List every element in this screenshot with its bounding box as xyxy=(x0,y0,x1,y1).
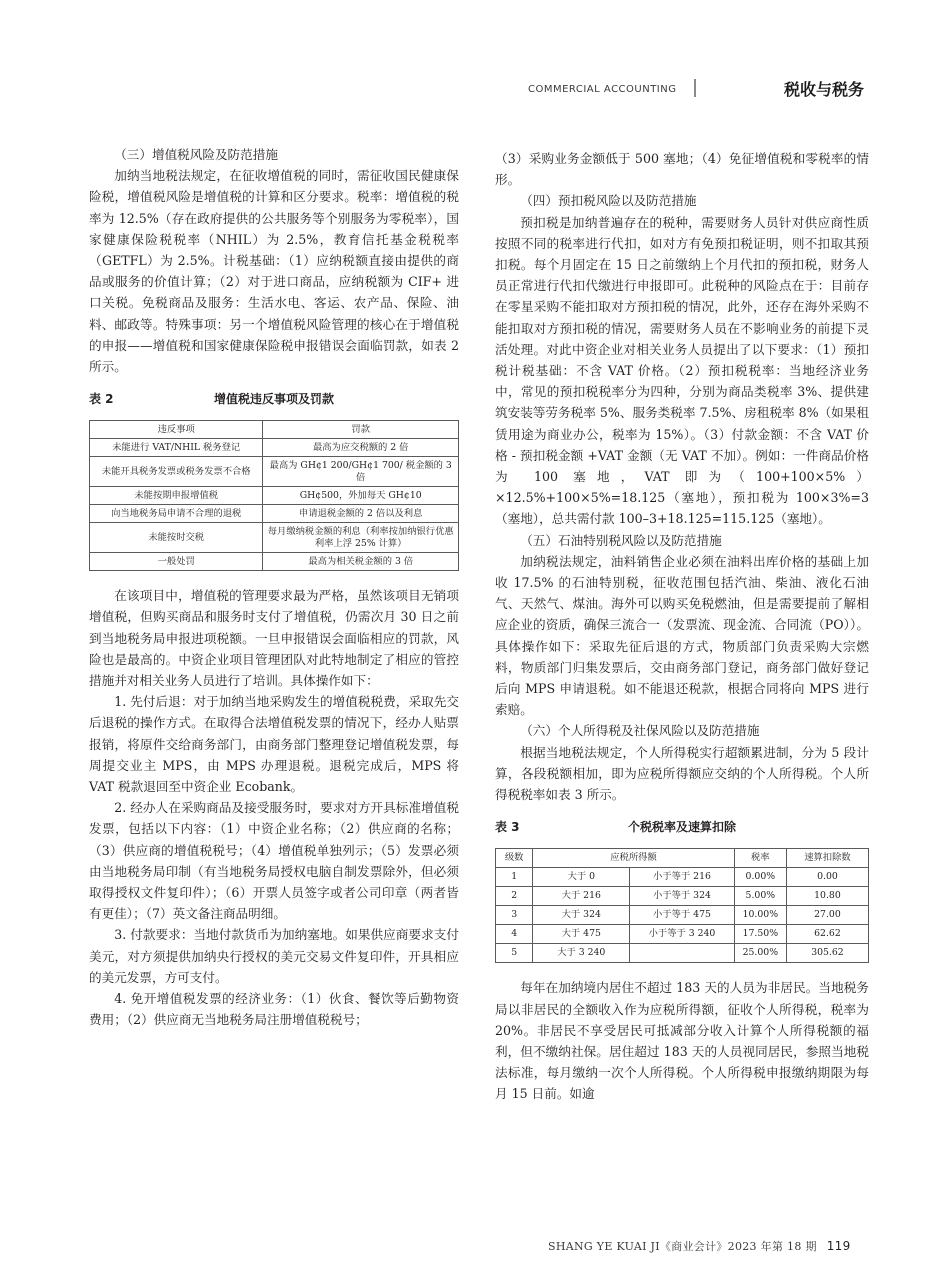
table-cell: 未能按时交税 xyxy=(90,523,263,553)
table-cell: 0.00 xyxy=(786,868,868,887)
table-3-number: 表 3 xyxy=(495,820,520,835)
table-row xyxy=(90,457,459,487)
table-cell: 4 xyxy=(496,925,533,944)
table-cell: 小于等于 3 240 xyxy=(630,925,734,944)
table-cell: 大于 3 240 xyxy=(533,944,630,963)
header-cell: 应税所得额 xyxy=(533,849,734,868)
table-header-row xyxy=(496,849,869,868)
table-cell: 2 xyxy=(496,887,533,906)
table-cell: 大于 216 xyxy=(533,887,630,906)
section-heading-petroleum: （五）石油特别税风险以及防范措施 xyxy=(520,532,722,548)
table-cell: 大于 324 xyxy=(533,906,630,925)
table-cell: 最高为应交税额的 2 倍 xyxy=(263,439,459,457)
table-cell: 申请退税金额的 2 倍以及利息 xyxy=(263,505,459,523)
table-cell: 25.00% xyxy=(734,944,786,963)
paragraph: 4. 免开增值税发票的经济业务：（1）伙食、餐饮等后勤物资费用；（2）供应商无当地税务局注册增值税税号； xyxy=(89,991,459,1028)
table-cell: 未能开具税务发票或税务发票不合格 xyxy=(90,457,263,487)
header-cell: 税率 xyxy=(734,849,786,868)
header-cell: 级数 xyxy=(496,849,533,868)
paragraph: 加纳税法规定，油料销售企业必须在油料出库价格的基础上加收 17.5% 的石油特别税，征收范围包括汽油、柴油、液化石油气、天然气、煤油。海外可以购买免税燃油，但是需要提前了解相应企业的资质，确保三流合一（发票流、现金流、合同流（PO））。具体操作如下：采取先征后退的方式，物质部门负责采购大宗燃料，物质部门归集发票后，交由商务部门登记，商务部门做好登记后向 MPS 申请退税。如不能退还税款，根据合同将向 MPS 进行索赔。 xyxy=(495,553,869,718)
table-cell: 小于等于 475 xyxy=(630,906,734,925)
header-cell: 速算扣除数 xyxy=(786,849,868,868)
table-row xyxy=(90,487,459,505)
paragraph: 在该项目中，增值税的管理要求最为严格，虽然该项目无销项增值税，但购买商品和服务时支付了增值税，仍需次月 30 日之前到当地税务局申报进项税额。一旦申报错误会面临相应的罚款，风险也是最高的。中资企业项目管理团队对此特地制定了相应的管控措施并对相关业务人员进行了培训。具体操作如下： xyxy=(89,588,459,689)
table-cell: 大于 0 xyxy=(533,868,630,887)
page-footer xyxy=(548,1238,851,1254)
table-cell: 未能进行 VAT/NHIL 税务登记 xyxy=(90,439,263,457)
paragraph: 预扣税是加纳普遍存在的税种，需要财务人员针对供应商性质按照不同的税率进行代扣，如对方有免预扣税证明，则不扣取其预扣税。每个月固定在 15 日之前缴纳上个月代扣的预扣税，财务人员正常进行代扣代缴进行申报即可。此税种的风险点在于：目前存在零星采购不能扣取对方预扣税的情况，此外，还存在海外采购不能扣取对方预扣税的情况，需要财务人员在不影响业务的前提下灵活处理。对此中资企业对相关业务人员提出了以下要求：（1）预扣税计税基础：不含 VAT 价格。（2）预扣税税率：当地经济业务中，常见的预扣税税率分为四种，分别为商品类税率 3%、提供建筑安装等劳务税率 5%、服务类税率 7.5%、房租税率 8%（如果租赁用途为商业办公，税率为 15%）。（3）付款金额：不含 VAT 价格 - 预扣税金额 +VAT 金额（无 VAT 不加）。例如：一件商品价格为 100 塞地，VAT 即为（100+100×5%）×12.5%+100×5%=18.125（塞地），预扣税为 100×3%=3（塞地），总共需付款 100–3+18.125=115.125（塞地）。 xyxy=(495,214,869,527)
section-heading-income-tax: （六）个人所得税及社保风险以及防范措施 xyxy=(520,723,760,739)
footer-journal: SHANG YE KUAI JI《商业会计》2023 年第 18 期 xyxy=(548,1240,817,1253)
table-cell: 3 xyxy=(496,906,533,925)
table-2-title: 增值税违反事项及罚款 xyxy=(213,392,334,407)
table-row xyxy=(90,439,459,457)
table-cell: 大于 475 xyxy=(533,925,630,944)
table-cell: GH¢500，外加每天 GH¢10 xyxy=(263,487,459,505)
header-cell: 违反事项 xyxy=(90,421,263,439)
table-cell: 27.00 xyxy=(786,906,868,925)
table-header-row xyxy=(90,421,459,439)
paragraph: 根据当地税法规定，个人所得税实行超额累进制，分为 5 段计算，各段税额相加，即为应税所得额应交纳的个人所得税。个人所得税税率如表 3 所示。 xyxy=(495,744,869,803)
paragraph: （3）采购业务金额低于 500 塞地；（4）免征增值税和零税率的情形。 xyxy=(495,151,869,188)
right-column xyxy=(495,148,869,1105)
table-row xyxy=(90,523,459,553)
paragraph: 2. 经办人在采购商品及接受服务时，要求对方开具标准增值税发票，包括以下内容：（1）中资企业名称；（2）供应商的名称；（3）供应商的增值税税号；（4）增值税单独列示；（5）发票必须由当地税务局印制（有当地税务局授权电脑自制发票除外，但必须取得授权文件复印件）；（6）开票人员签字或者公司印章（两者皆有更佳）；（7）英文备注商品明细。 xyxy=(89,800,459,922)
table-2-caption xyxy=(89,389,459,411)
table-cell: 小于等于 216 xyxy=(630,868,734,887)
section-heading-withholding: （四）预扣税风险以及防范措施 xyxy=(520,193,697,209)
table-cell: 未能按期申报增值税 xyxy=(90,487,263,505)
table-3-title: 个税税率及速算扣除 xyxy=(627,820,736,835)
table-row xyxy=(496,925,869,944)
paragraph: 1. 先付后退：对于加纳当地采购发生的增值税税费，采取先交后退税的操作方式。在取得合法增值税发票的情况下，经办人贴票报销，将原件交给商务部门，由商务部门整理登记增值税发票，每周提交业主 MPS，由 MPS 办理退税。退税完成后，MPS 将 VAT 税款退回至中资企业 Ecobank。 xyxy=(89,694,459,795)
table-cell: 每月缴纳税金额的利息（利率按加纳银行优惠利率上浮 25% 计算） xyxy=(263,523,459,553)
table-row xyxy=(496,944,869,963)
left-column xyxy=(89,144,459,1031)
journal-name-en: COMMERCIAL ACCOUNTING xyxy=(528,84,677,95)
table-cell: 10.80 xyxy=(786,887,868,906)
column-title: 税收与税务 xyxy=(784,80,865,99)
table-row xyxy=(496,887,869,906)
table-cell xyxy=(630,944,734,963)
paragraph: 3. 付款要求：当地付款货币为加纳塞地。如果供应商要求支付美元，对方须提供加纳央行授权的美元交易文件复印件，开具相应的美元发票，方可支付。 xyxy=(89,927,459,985)
page-number: 119 xyxy=(826,1239,851,1253)
table-cell: 305.62 xyxy=(786,944,868,963)
table-cell: 0.00% xyxy=(734,868,786,887)
paragraph: 加纳当地税法规定，在征收增值税的同时，需征收国民健康保险税，增值税风险是增值税的计算和区分要求。税率：增值税的税率为 12.5%（存在政府提供的公共服务等个别服务为零税率），国家健康保险税税率（NHIL）为 2.5%，教育信托基金税税率（GETFL）为 2.5%。计税基础：（1）应纳税额直接由提供的商品或服务的价值计算；（2）对于进口商品，应纳税额为 CIF+ 进口关税。免税商品及服务：生活水电、客运、农产品、保险、油料、邮政等。特殊事项：另一个增值税风险管理的核心在于增值税的申报——增值税和国家健康保险税申报错误会面临罚款，如表 2 所示。 xyxy=(89,168,459,375)
header-cell: 罚款 xyxy=(263,421,459,439)
table-3-caption xyxy=(495,817,869,839)
table-cell: 17.50% xyxy=(734,925,786,944)
table-row xyxy=(496,906,869,925)
table-cell: 一般处罚 xyxy=(90,553,263,571)
table-cell: 62.62 xyxy=(786,925,868,944)
section-heading-vat: （三）增值税风险及防范措施 xyxy=(114,147,278,162)
table-cell: 最高为 GH¢1 200/GH¢1 700/ 税金额的 3 倍 xyxy=(263,457,459,487)
table-cell: 1 xyxy=(496,868,533,887)
table-row xyxy=(90,505,459,523)
table-cell: 小于等于 324 xyxy=(630,887,734,906)
table-cell: 最高为相关税金额的 3 倍 xyxy=(263,553,459,571)
table-cell: 向当地税务局申请不合理的退税 xyxy=(90,505,263,523)
table-row xyxy=(496,868,869,887)
header-divider xyxy=(694,79,696,97)
table-cell: 10.00% xyxy=(734,906,786,925)
table-3 xyxy=(495,848,869,963)
table-cell: 5.00% xyxy=(734,887,786,906)
table-cell: 5 xyxy=(496,944,533,963)
table-2-number: 表 2 xyxy=(89,392,114,407)
paragraph: 每年在加纳境内居住不超过 183 天的人员为非居民。当地税务局以非居民的全额收入作为应税所得额，征收个人所得税，税率为 20%。非居民不享受居民可抵减部分收入计算个人所得税额的福利，但不缴纳社保。居住超过 183 天的人员视同居民，参照当地税法标准，每月缴纳一次个人所得税。个人所得税申报缴纳期限为每月 15 日前。如逾 xyxy=(495,980,869,1102)
table-row xyxy=(90,553,459,571)
table-2 xyxy=(89,420,459,571)
